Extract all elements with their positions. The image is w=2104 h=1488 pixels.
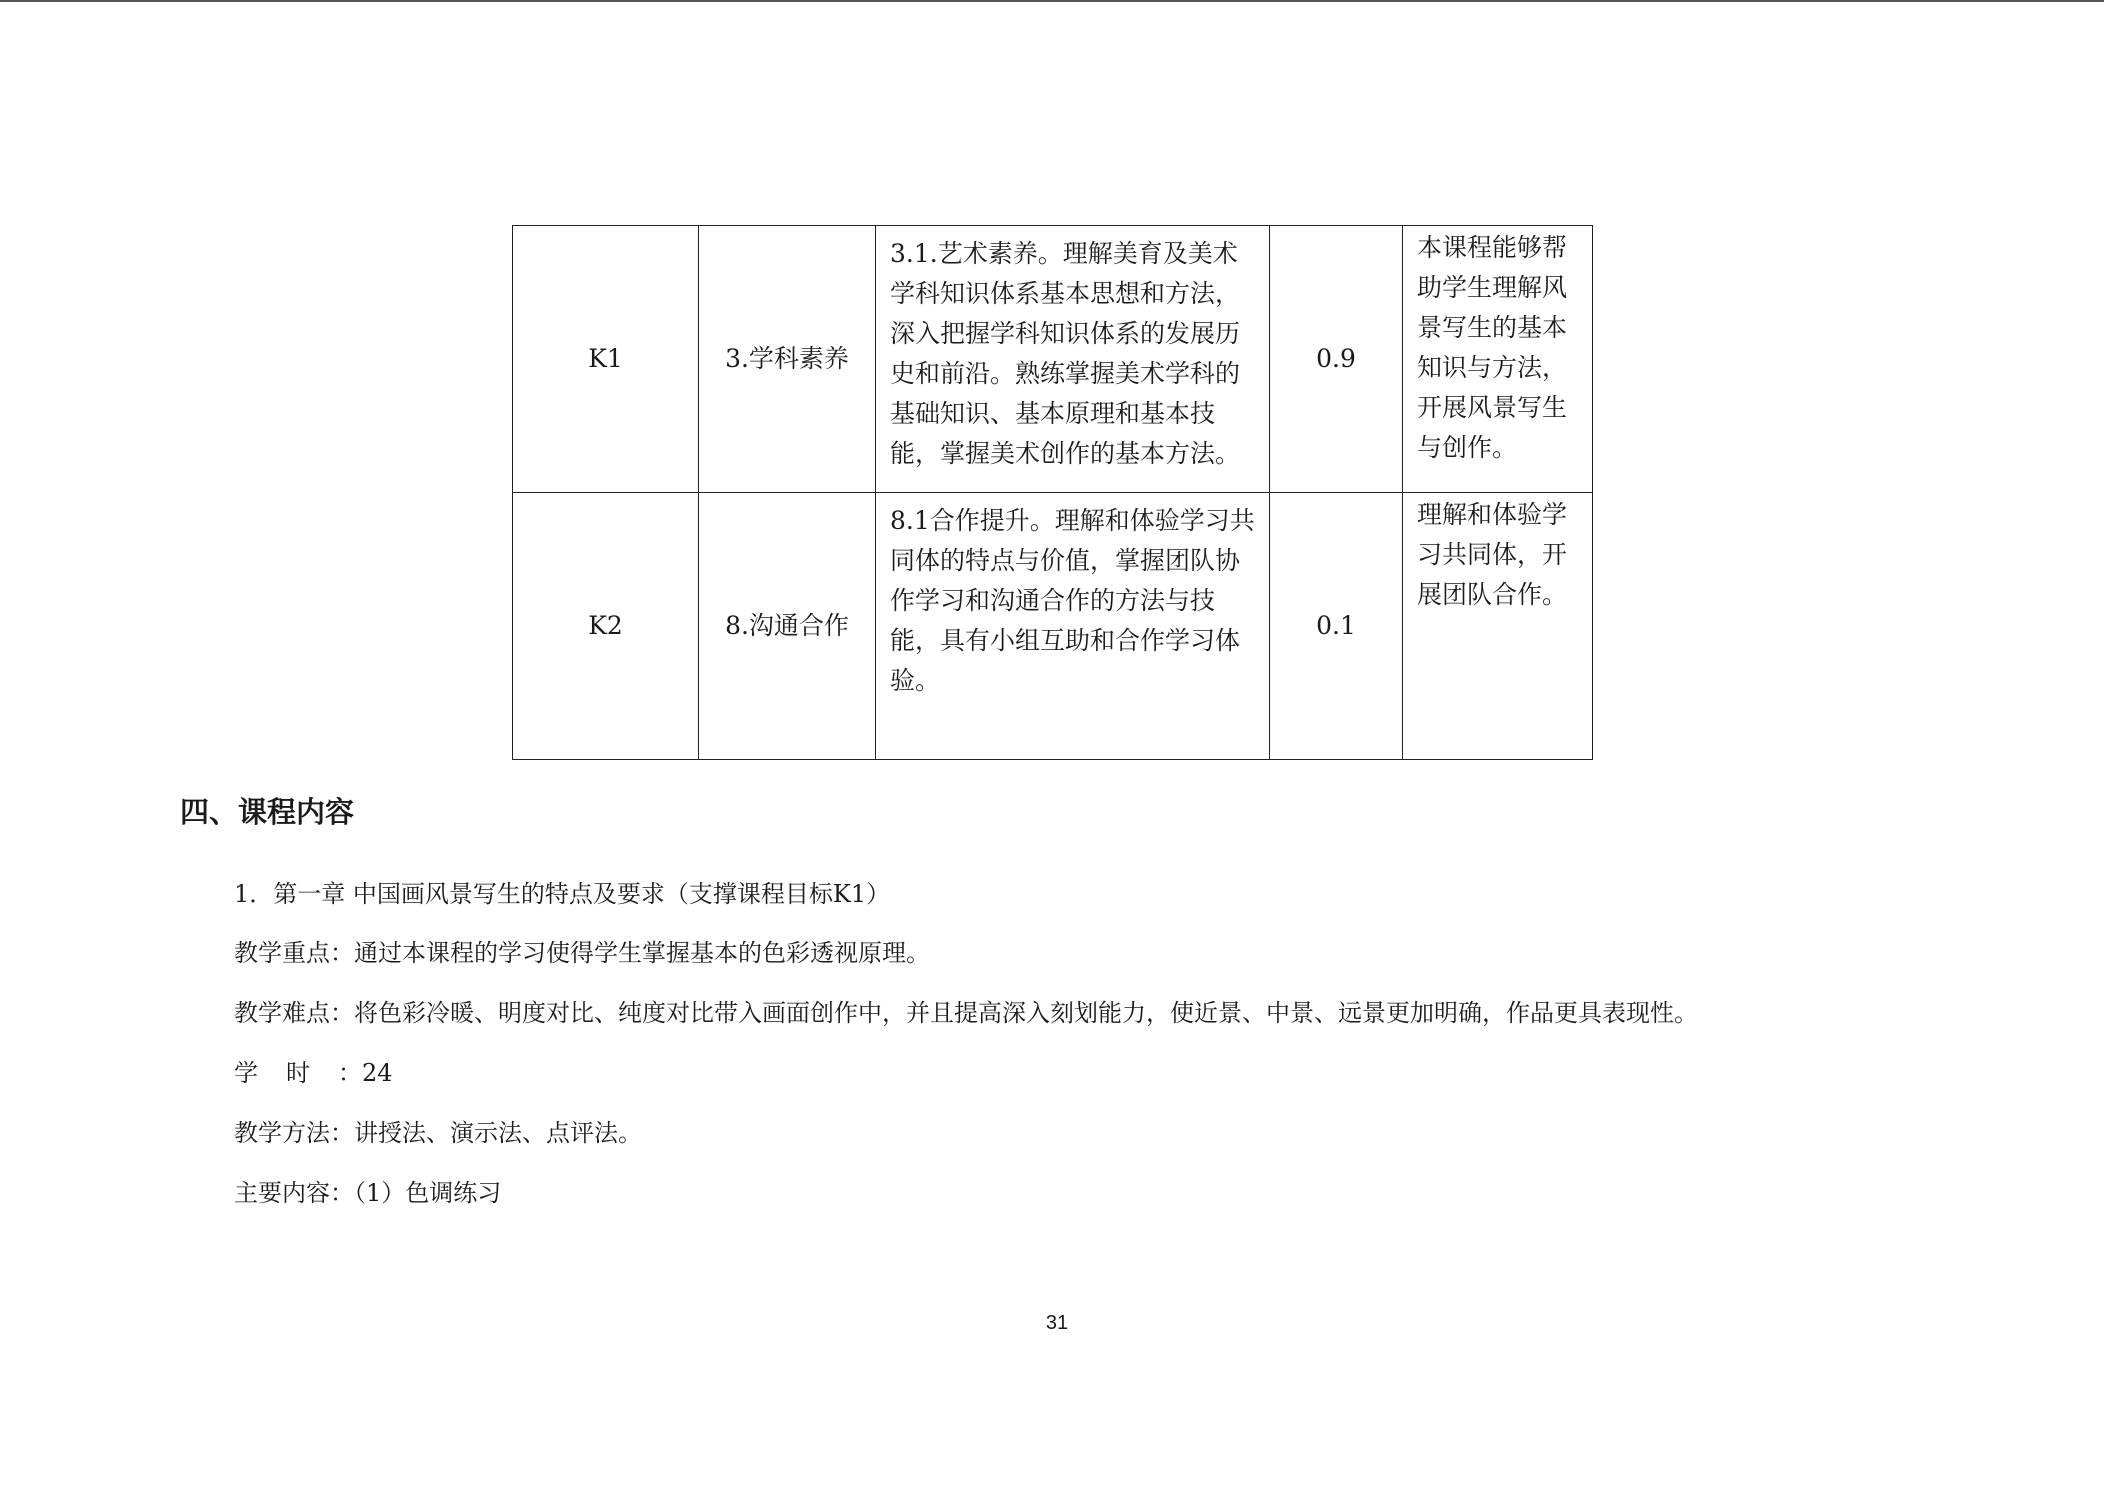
page-number: 31 [1045,1312,1069,1334]
graduation-requirement-cell: 8.沟通合作 [699,493,876,760]
teaching-difficulties: 教学难点：将色彩冷暖、明度对比、纯度对比带入画面创作中，并且提高深入刻划能力，使近景、中景、远景更加明确，作品更具表现性。 [234,999,1698,1027]
indicator-cell: 3.1.艺术素养。理解美育及美术学科知识体系基本思想和方法，深入把握学科知识体系的发展历史和前沿。熟练掌握美术学科的基础知识、基本原理和基本技能，掌握美术创作的基本方法。 [876,226,1270,493]
teaching-key-points: 教学重点：通过本课程的学习使得学生掌握基本的色彩透视原理。 [234,939,930,967]
class-hours [234,1055,393,1091]
weight-cell: 0.1 [1270,493,1403,760]
course-goal-table [512,225,1593,760]
page-top-border [0,0,2104,2]
teaching-methods: 教学方法：讲授法、演示法、点评法。 [234,1119,642,1147]
chapter-title: 1．第一章 中国画风景写生的特点及要求（支撑课程目标K1） [234,880,891,908]
main-content: 主要内容：（1）色调练习 [234,1179,502,1207]
table-row [513,226,1593,493]
indicator-cell: 8.1合作提升。理解和体验学习共同体的特点与价值，掌握团队协作学习和沟通合作的方法与技能，具有小组互助和合作学习体验。 [876,493,1270,760]
graduation-requirement-cell: 3.学科素养 [699,226,876,493]
support-description-cell: 理解和体验学习共同体，开展团队合作。 [1403,493,1593,760]
class-hours-label: 学时 [234,1059,338,1087]
goal-code-cell: K2 [513,493,699,760]
table-row [513,493,1593,760]
class-hours-value: ：24 [338,1059,393,1087]
weight-cell: 0.9 [1270,226,1403,493]
section-heading: 四、课程内容 [180,795,355,829]
goal-code-cell: K1 [513,226,699,493]
support-description-cell: 本课程能够帮助学生理解风景写生的基本知识与方法，开展风景写生与创作。 [1403,226,1593,493]
